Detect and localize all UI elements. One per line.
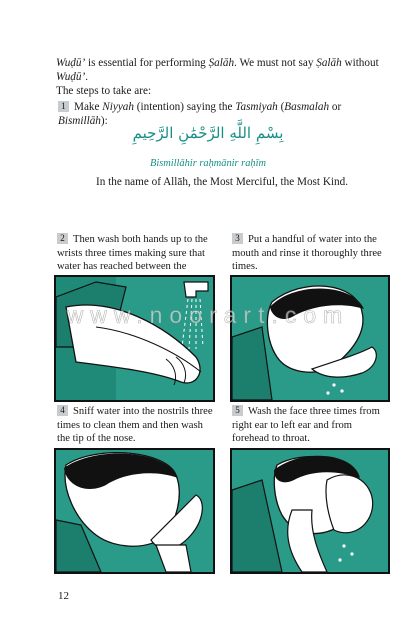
- basmalah-transliteration: Bismillāhir raḥmānir raḥīm: [149, 158, 267, 169]
- watermark: www.noorart.com: [66, 302, 350, 328]
- illustration-rinse-mouth: [230, 275, 390, 402]
- illustration-sniff-water: [54, 448, 215, 574]
- step-1: 1 Make Niyyah (intention) saying the Tasmiyah (Basmalah or Bismillāh):: [58, 101, 342, 127]
- step-2: 2 Then wash both hands up to the wrists three times making sure that water has reached between the: [57, 233, 208, 272]
- step-number: 4: [57, 405, 68, 416]
- step-number: 1: [58, 101, 69, 112]
- intro-paragraph: Wuḍū’ is essential for performing Ṣalāh. We must not say Ṣalāh without Wuḍū’. The steps to take are:: [56, 57, 379, 97]
- term-wudu: Wuḍū’: [56, 57, 86, 69]
- step-4: 4 Sniff water into the nostrils three times to clean them and then wash the tip of the nose.: [57, 405, 213, 444]
- intro-steps-line: The steps to take are:: [56, 85, 152, 97]
- basmalah-arabic: بِسْمِ اللَّهِ الرَّحْمَٰنِ الرَّحِيمِ: [132, 124, 284, 142]
- step-number: 2: [57, 233, 68, 244]
- step-3: 3 Put a handful of water into the mouth and rinse it thoroughly three times.: [232, 233, 382, 272]
- page-number: 12: [58, 590, 69, 602]
- basmalah-meaning: In the name of Allāh, the Most Merciful, the Most Kind.: [96, 176, 348, 188]
- illustration-wash-face: [230, 448, 390, 574]
- illustration-wash-hands: [54, 275, 215, 402]
- step-number: 3: [232, 233, 243, 244]
- step-number: 5: [232, 405, 243, 416]
- step-5: 5 Wash the face three times from right ear to left ear and from forehead to throat.: [232, 405, 380, 444]
